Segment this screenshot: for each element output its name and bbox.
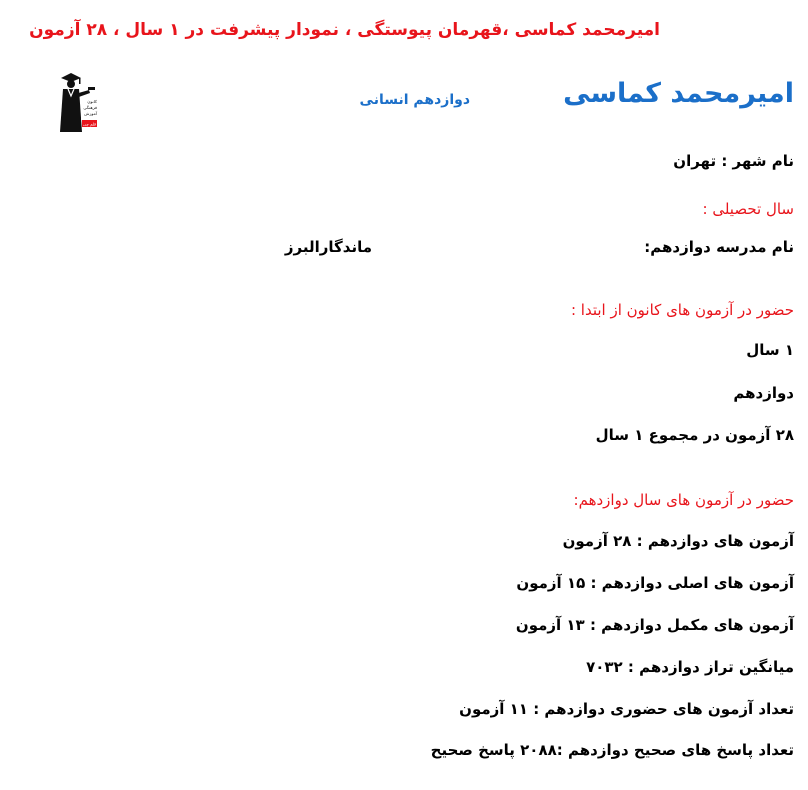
attendance-years: ۱ سال [746,341,794,359]
attendance-summary: ۲۸ آزمون در مجموع ۱ سال [595,426,794,444]
grade12-heading: حضور در آزمون های سال دوازدهم: [573,491,794,509]
logo-word-1: کانون [87,99,97,104]
academic-year-label: سال تحصیلی : [702,200,794,218]
attendance-total-heading: حضور در آزمون های کانون از ابتدا : [570,301,794,319]
grade12-exams-line: آزمون های دوازدهم : ۲۸ آزمون [562,532,794,550]
kanoon-logo [55,70,99,134]
logo-word-2: فرهنگی [83,105,97,110]
city-line: نام شهر : تهران [673,152,794,170]
page-title: امیرمحمد کماسی ،قهرمان پیوستگی ، نمودار پیشرفت در ۱ سال ، ۲۸ آزمون [29,20,660,40]
school-value: ماندگارالبرز [284,238,372,256]
student-name: امیرمحمد کماسی [563,78,794,109]
logo-word-4: قلم چی [83,121,96,127]
grade12-supplementary-exams-line: آزمون های مکمل دوازدهم : ۱۳ آزمون [515,616,794,634]
graduate-logo-icon [55,70,99,134]
grade12-main-exams-line: آزمون های اصلی دوازدهم : ۱۵ آزمون [516,574,794,592]
logo-word-3: آموزش [84,111,97,116]
grade12-average-score-line: میانگین تراز دوازدهم : ۷۰۳۲ [586,658,794,676]
grade12-in-person-exams-line: تعداد آزمون های حضوری دوازدهم : ۱۱ آزمون [459,700,794,718]
school-label: نام مدرسه دوازدهم: [644,238,794,256]
grade-label: دوازدهم انسانی [359,92,470,108]
attendance-grade: دوازدهم [733,384,794,402]
grade12-correct-answers-line: تعداد پاسخ های صحیح دوازدهم :۲۰۸۸ پاسخ صحیح [430,741,794,759]
